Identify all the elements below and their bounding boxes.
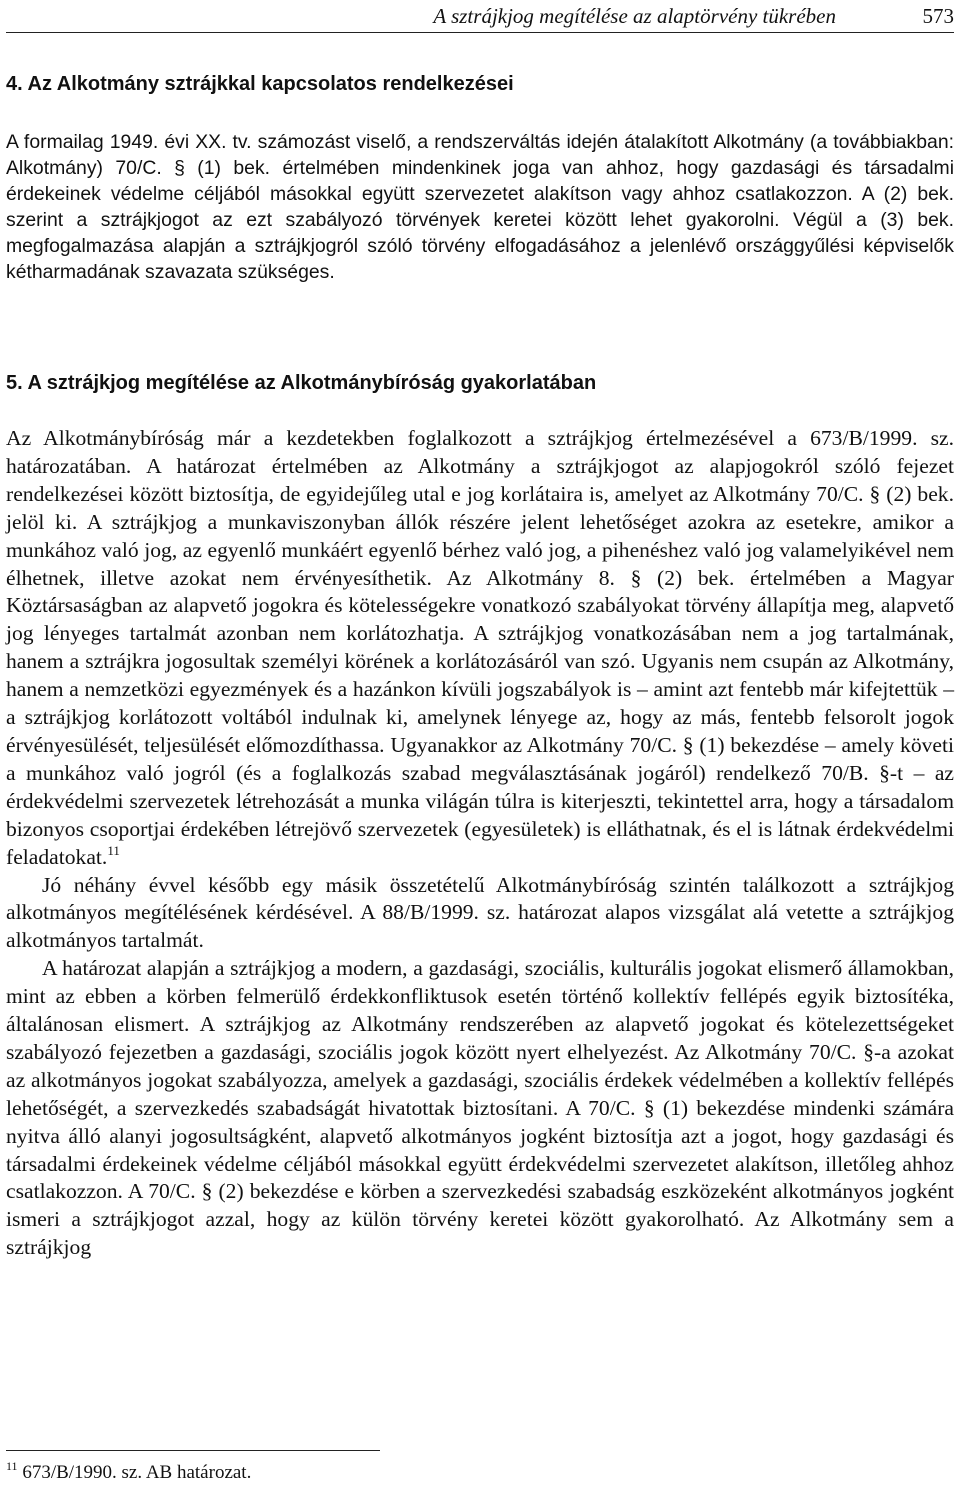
document-page — [6, 0, 954, 1494]
footnote — [6, 1460, 251, 1486]
section-4-paragraph: A formailag 1949. évi XX. tv. számozást viselő, a rendszerváltás idején átalakított Alkotmány (a továbbiakban: Alkotmány) 70/C. § (1) bek. értelmében mindenkinek joga van ahhoz, hogy gazdasági és társadalmi érdekeinek védelme céljából másokkal együtt szervezetet alakítson vagy ahhoz csatlakozzon. A (2) bek. szerint a sztrájkjogot az ezt szabályozó törvények keretei között lehet gyakorolni. Végül a (3) bek. megfogalmazása alapján a sztrájkjogról szóló törvény elfogadásához a jelenlévő országgyűlési képviselők kétharmadának szavazata szükséges. — [6, 131, 954, 283]
section-5-paragraph-3: A határozat alapján a sztrájkjog a modern, a gazdasági, szociális, kulturális jogokat elismerő államokban, mint az ebben a körben felmerülő érdekkonfliktusok esetén történő kollektív fellépés egyik biztosítéka, általánosan elismert. A sztrájkjog az Alkotmány rendszerében az alapvető jogokat és kötelezettségeket szabályozó fejezetben a gazdasági, szociális jogok között nyert elhelyezést. Az Alkotmány 70/C. §-a azokat az alkotmányos jogokat szabályozza, amelyek a gazdasági, szociális érdekek védelmében a kollektív fellépés lehetőségét, a szervezkedés szabadságát hivatottak biztosítani. A 70/C. § (1) bekezdése mindenki számára nyitva álló alanyi jogosultságként, alapvető alkotmányos jogként biztosítja azt a jogot, hogy gazdasági és társadalmi érdekeinek védelme céljából másokkal együtt érdekvédelmi szervezetet alakítson, illetőleg ahhoz csatlakozzon. A 70/C. § (2) bekezdése e körben a szervezkedési szabadság eszközeként alkotmányos jogként ismeri a sztrájkjogot azzal, hogy az külön törvény keretei között gyakorolható. Az Alkotmány sem a sztrájkjog — [6, 956, 954, 1260]
section-5-heading: 5. A sztrájkjog megítélése az Alkotmánybíróság gyakorlatában — [6, 372, 597, 394]
header-rule — [6, 32, 954, 33]
footnote-text: 673/B/1990. sz. AB határozat. — [22, 1462, 252, 1483]
page-number: 573 — [922, 4, 954, 28]
footnote-number: 11 — [6, 1459, 18, 1473]
running-title: A sztrájkjog megítélése az alaptörvény tükrében — [433, 4, 836, 28]
section-4-heading: 4. Az Alkotmány sztrájkkal kapcsolatos rendelkezései — [6, 73, 514, 95]
section-5-paragraph-1-text: Az Alkotmánybíróság már a kezdetekben foglalkozott a sztrájkjog értelmezésével a 673/B/1999. sz. határozatában. A határozat értelmében az Alkotmány a sztrájkjogot az alapjogokról szóló fejezet rendelkezései között biztosítja, de egyidejűleg utal e jog korlátaira is, amelyet az Alkotmány 70/C. § (2) bek. jelöl ki. A sztrájkjog a munkaviszonyban állók részére jelent lehetőséget azokra az esetekre, amikor a munkához való jog, az egyenlő munkáért egyenlő bérhez való jog, a pihenéshez való jog valamelyikével nem élhetnek, illetve azokat nem érvényesíthetik. Az Alkotmány 8. § (2) bek. értelmében a Magyar Köztársaságban az alapvető jogokra és kötelességekre vonatkozó szabályokat törvény állapítja meg, alapvető jog lényeges tartalmát azonban nem korlátozhatja. A sztrájkjog vonatkozásában nem a jog tartalmának, hanem a sztrájkra jogosultak személyi körének a korlátozásáról van szó. Ugyanis nem csupán az Alkotmány, hanem a nemzetközi egyezmények és a hazánkon kívüli jogszabályok is – amint azt fentebb már kifejtettük – a sztrájkjog korlátozott voltából indulnak ki, amelynek lényege az, hogy az más, fentebb felsorolt jogok érvényesülését, teljesülését előmozdíthassa. Ugyanakkor az Alkotmány 70/C. § (1) bekezdése – amely követi a munkához való jogról (és a foglalkozás szabad megválasztásának jogáról) rendelkező 70/B. §-t – az érdekvédelmi szervezetek létrehozását a munka világán túlra is kiterjeszti, tekintettel arra, hogy a társadalom bizonyos csoportjai érdekében létrejövő szervezetek (egyesületek) is elláthatnak, és el is látnak érdekvédelmi feladatokat. — [6, 426, 954, 869]
section-5-body — [6, 425, 954, 1262]
section-5-paragraph-1 — [6, 425, 954, 872]
footnote-rule — [6, 1450, 380, 1451]
section-4-body — [6, 129, 954, 285]
footnote-reference[interactable]: 11 — [107, 842, 120, 858]
section-5-paragraph-2: Jó néhány évvel később egy másik összetételű Alkotmánybíróság szintén találkozott a sztrájkjog alkotmányos megítélésének kérdésével. A 88/B/1999. sz. határozat alapos vizsgálat alá vetette a sztrájkjog alkotmányos tartalmát. — [6, 872, 954, 953]
running-header — [6, 2, 954, 30]
